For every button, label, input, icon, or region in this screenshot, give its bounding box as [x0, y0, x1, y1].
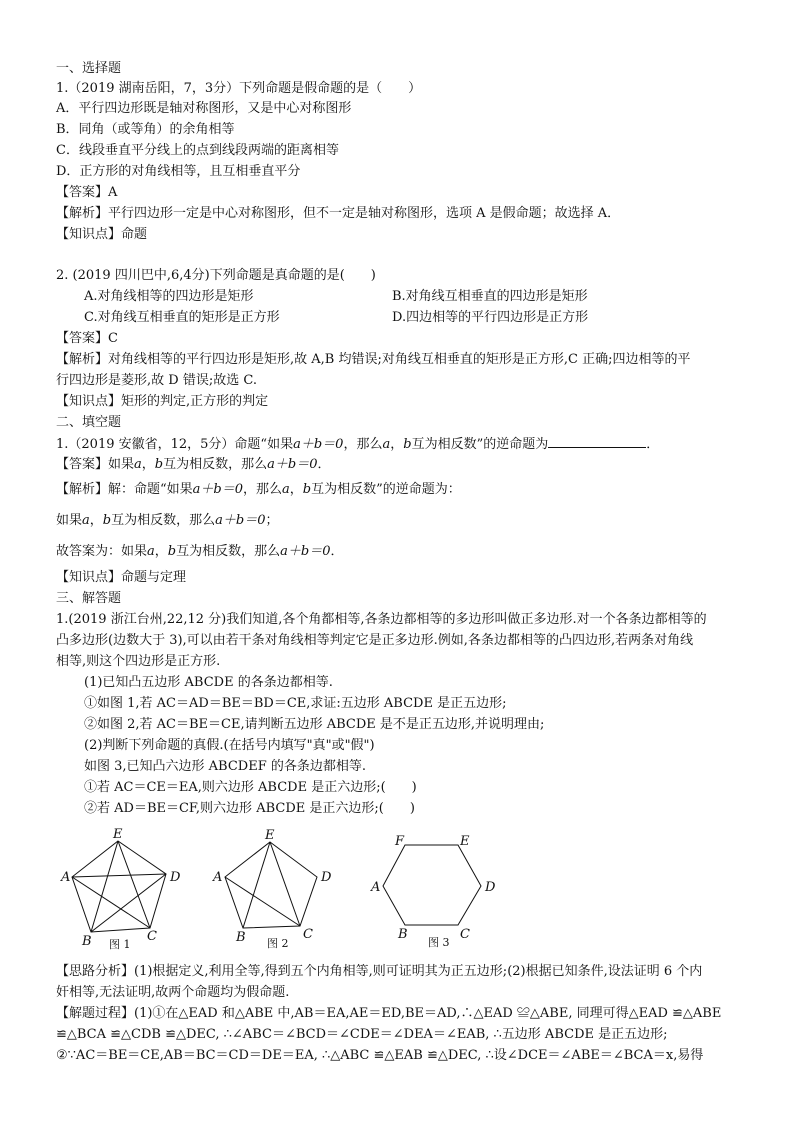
separator: ，	[141, 457, 155, 472]
separator: ，	[289, 482, 303, 497]
math-var: b	[403, 437, 412, 452]
figure-3-caption: 图 3	[428, 936, 450, 949]
option-b: B．同角（或等角）的余角相等	[56, 122, 235, 137]
option-b: B.对角线互相垂直的四边形是矩形	[392, 289, 588, 304]
text: 如果	[56, 513, 83, 528]
sub-question: ①若 AC＝CE＝EA,则六边形 ABCDE 是正六边形;( )	[84, 780, 417, 795]
question-line: 1.(2019 浙江台州,22,12 分)我们知道,各个角都相等,各条边都相等的多边形叫做正多边形.对一个各条边都相等的	[56, 612, 707, 627]
option-a: A.对角线相等的四边形是矩形	[84, 289, 254, 304]
analysis-text: ，那么	[243, 482, 283, 497]
option-c: C.对角线互相垂直的矩形是正方形	[84, 310, 280, 325]
analysis-text: 【解析】解：命题“如果	[56, 482, 193, 497]
text: ．	[330, 544, 344, 559]
answer: 【答案】C	[56, 331, 118, 346]
stem-text: 1.（2019 安徽省，12，5分）命题“如果	[56, 437, 294, 452]
math-var: b	[167, 544, 177, 559]
analysis-line	[56, 543, 344, 561]
answer-blank	[548, 435, 646, 448]
separator: ，	[390, 437, 404, 452]
vertex-label-f: F	[395, 834, 405, 849]
solution-line: 【解题过程】(1)①在△EAD 和△ABE 中,AB＝EA,AE＝ED,BE＝AD,∴△EAD ≌△ABE, 同理可得△EAD ≌△ABE	[56, 1006, 722, 1021]
analysis-text: 互为相反数”的逆命题为：	[311, 482, 461, 497]
answer-end: ．	[317, 457, 331, 472]
section-title: 二、填空题	[56, 415, 122, 430]
text: 互为相反数，那么	[111, 513, 216, 528]
option-a: A．平行四边形既是轴对称图形，又是中心对称图形	[56, 101, 352, 116]
math-var: a	[382, 437, 391, 452]
option-d: D.四边相等的平行四边形是正方形	[392, 310, 589, 325]
question-line: 凸多边形(边数大于 3),可以由若干条对角线相等判定它是正多边形.例如,各条边都相等的凸四边形,若两条对角线	[56, 633, 694, 648]
analysis	[56, 481, 461, 499]
math-var: a	[82, 513, 90, 528]
vertex-label-a: A	[213, 870, 223, 885]
vertex-label-c: C	[147, 929, 157, 944]
vertex-label-c: C	[303, 927, 313, 942]
analysis-line: 【解析】对角线相等的平行四边形是矩形,故 A,B 均错误;对角线互相垂直的矩形是正方形,C 正确;四边相等的平	[56, 352, 691, 367]
math-var: a	[147, 544, 155, 559]
question-line: 相等,则这个四边形是正方形.	[56, 654, 221, 669]
math-expr: a＋b＝0	[293, 437, 344, 452]
solution-line: ②∵AC＝BE＝CE,AB＝BC＝CD＝DE＝EA, ∴△ABC ≌△EAB ≌△DEC, ∴设∠DCE＝∠ABE＝∠BCA＝x,易得	[56, 1048, 704, 1063]
thinking-analysis: 奸相等,无法证明,故两个命题均为假命题.	[56, 985, 290, 1000]
math-expr: a＋b＝0	[280, 544, 331, 559]
figure-2-caption: 图 2	[267, 937, 289, 950]
sub-question: ②若 AD＝BE＝CF,则六边形 ABCDE 是正六边形;( )	[84, 801, 415, 816]
answer-label: 【答案】如果	[56, 457, 135, 472]
math-expr: a＋b＝0	[267, 457, 318, 472]
knowledge-point: 【知识点】命题与定理	[56, 570, 187, 585]
vertex-label-c: C	[460, 927, 470, 942]
math-expr: a＋b＝0	[192, 482, 243, 497]
question-stem: 1.（2019 湖南岳阳，7，3分）下列命题是假命题的是（ ）	[56, 81, 422, 96]
vertex-label-d: D	[321, 870, 332, 885]
vertex-label-e: E	[113, 827, 123, 842]
text: ；	[265, 513, 279, 528]
stem-end: ．	[646, 437, 660, 452]
vertex-label-b: B	[82, 934, 92, 949]
text: 故答案为：如果	[56, 544, 148, 559]
math-var: b	[102, 513, 112, 528]
separator: ，	[89, 513, 103, 528]
analysis-line: 行四边形是菱形,故 D 错误;故选 C.	[56, 373, 257, 388]
option-d: D．正方形的对角线相等，且互相垂直平分	[56, 164, 301, 179]
option-c: C．线段垂直平分线上的点到线段两端的距离相等	[56, 143, 339, 158]
separator: ，	[154, 544, 168, 559]
vertex-label-b: B	[398, 927, 408, 942]
knowledge-point: 【知识点】命题	[56, 227, 148, 242]
vertex-label-a: A	[61, 870, 71, 885]
thinking-analysis: 【思路分析】(1)根据定义,利用全等,得到五个内角相等,则可证明其为正五边形;(2)根据已知条件,设法证明 6 个内	[56, 964, 703, 979]
section-title: 三、解答题	[56, 591, 122, 606]
vertex-label-d: D	[485, 880, 496, 895]
question-stem	[56, 435, 659, 454]
math-var: b	[302, 482, 312, 497]
stem-text: 互为相反数”的逆命题为	[411, 437, 549, 452]
answer-text: 互为相反数，那么	[163, 457, 268, 472]
sub-question: (2)判断下列命题的真假.(在括号内填写"真"或"假")	[84, 738, 375, 753]
math-var: b	[154, 457, 164, 472]
solution-line: ≌△BCA ≌△CDB ≌△DEC, ∴∠ABC＝∠BCD＝∠CDE＝∠DEA＝∠EAB, ∴五边形 ABCDE 是正五边形;	[56, 1027, 668, 1042]
text: 互为相反数，那么	[176, 544, 281, 559]
figure-1-pentagon	[72, 841, 166, 932]
vertex-label-d: D	[170, 870, 181, 885]
answer	[56, 456, 331, 474]
vertex-label-e: E	[265, 828, 275, 843]
sub-question: 如图 3,已知凸六边形 ABCDEF 的各条边都相等.	[84, 759, 366, 774]
knowledge-point: 【知识点】矩形的判定,正方形的判定	[56, 394, 269, 409]
math-var: a	[134, 457, 142, 472]
analysis: 【解析】平行四边形一定是中心对称图形，但不一定是轴对称图形，选项 A 是假命题；故选择 A．	[56, 206, 621, 221]
section-title: 一、选择题	[56, 61, 122, 76]
analysis-line	[56, 512, 279, 530]
figures	[0, 820, 794, 955]
figure-1-caption: 图 1	[109, 938, 131, 951]
vertex-label-a: A	[371, 880, 381, 895]
stem-text: ，那么	[343, 437, 383, 452]
question-stem: 2. (2019 四川巴中,6,4分)下列命题是真命题的是( )	[56, 268, 376, 283]
vertex-label-e: E	[460, 834, 470, 849]
sub-question: (1)已知凸五边形 ABCDE 的各条边都相等.	[84, 675, 333, 690]
figure-2-pentagon	[225, 842, 317, 928]
vertex-label-b: B	[236, 930, 246, 945]
sub-question: ①如图 1,若 AC＝AD＝BE＝BD＝CE,求证:五边形 ABCDE 是正五边形;	[84, 696, 507, 711]
sub-question: ②如图 2,若 AC＝BE＝CE,请判断五边形 ABCDE 是不是正五边形,并说明理由;	[84, 717, 545, 732]
math-expr: a＋b＝0	[215, 513, 266, 528]
math-var: a	[282, 482, 290, 497]
figure-3-hexagon	[383, 845, 481, 925]
answer: 【答案】A	[56, 185, 118, 200]
